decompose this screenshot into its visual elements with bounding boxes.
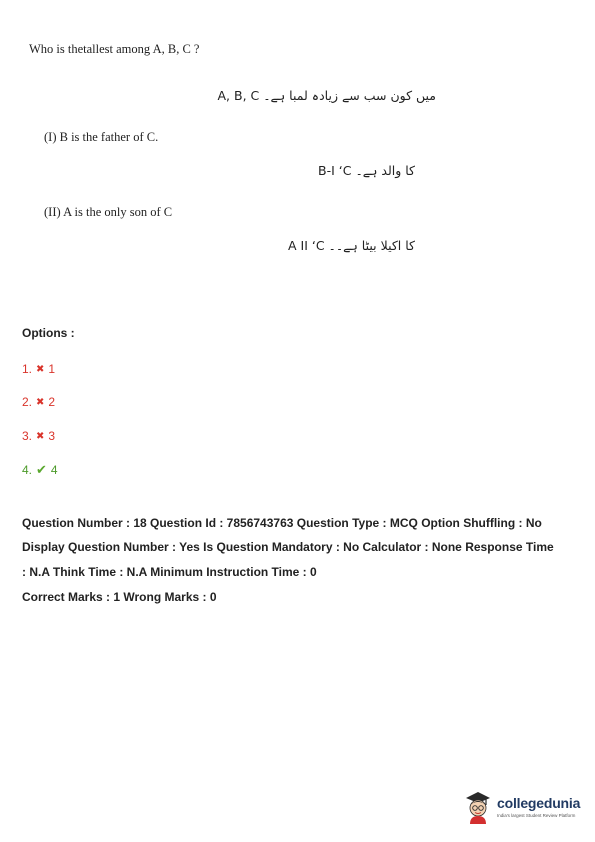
statement-2-urdu: A II ‘C کا اکیلا بیٹا ہے۔۔ [287, 238, 415, 253]
statement-2-english: (II) A is the only son of C [44, 205, 173, 219]
option-value: 2 [48, 395, 56, 409]
options-heading: Options : [22, 326, 75, 340]
logo-tagline: India's largest Student Review Platform [497, 812, 576, 818]
logo-name: collegedunia [497, 794, 581, 811]
collegedunia-logo [462, 786, 587, 826]
mascot-icon [462, 788, 494, 824]
cross-icon: ✖ [36, 363, 45, 375]
option-1 [22, 362, 55, 376]
check-icon: ✔ [36, 462, 47, 477]
option-2 [22, 395, 55, 409]
option-number: 4. [22, 463, 33, 477]
option-4 [22, 462, 58, 478]
marks-line: Correct Marks : 1 Wrong Marks : 0 [22, 590, 217, 604]
statement-1-english: (I) B is the father of C. [44, 130, 159, 144]
cross-icon: ✖ [36, 396, 45, 408]
option-value: 4 [50, 463, 58, 477]
question-meta-line-2: Display Question Number : Yes Is Question Mandatory : No Calculator : None Response Time [22, 540, 554, 554]
option-number: 2. [22, 395, 33, 409]
question-meta-line-3: : N.A Think Time : N.A Minimum Instruction Time : 0 [22, 565, 317, 579]
question-text-urdu: A, B, C میں کون سب سے زیادہ لمبا ہے۔ [217, 88, 436, 103]
option-number: 1. [22, 362, 33, 376]
option-number: 3. [22, 429, 33, 443]
question-text-english: Who is thetallest among A, B, C ? [29, 42, 200, 56]
cross-icon: ✖ [36, 430, 45, 442]
option-value: 3 [48, 429, 56, 443]
statement-1-urdu: B-I ‘C کا والد ہے۔ [318, 163, 415, 178]
question-meta-line-1: Question Number : 18 Question Id : 7856743763 Question Type : MCQ Option Shuffling : No [22, 516, 542, 530]
option-3 [22, 429, 55, 443]
option-value: 1 [48, 362, 56, 376]
